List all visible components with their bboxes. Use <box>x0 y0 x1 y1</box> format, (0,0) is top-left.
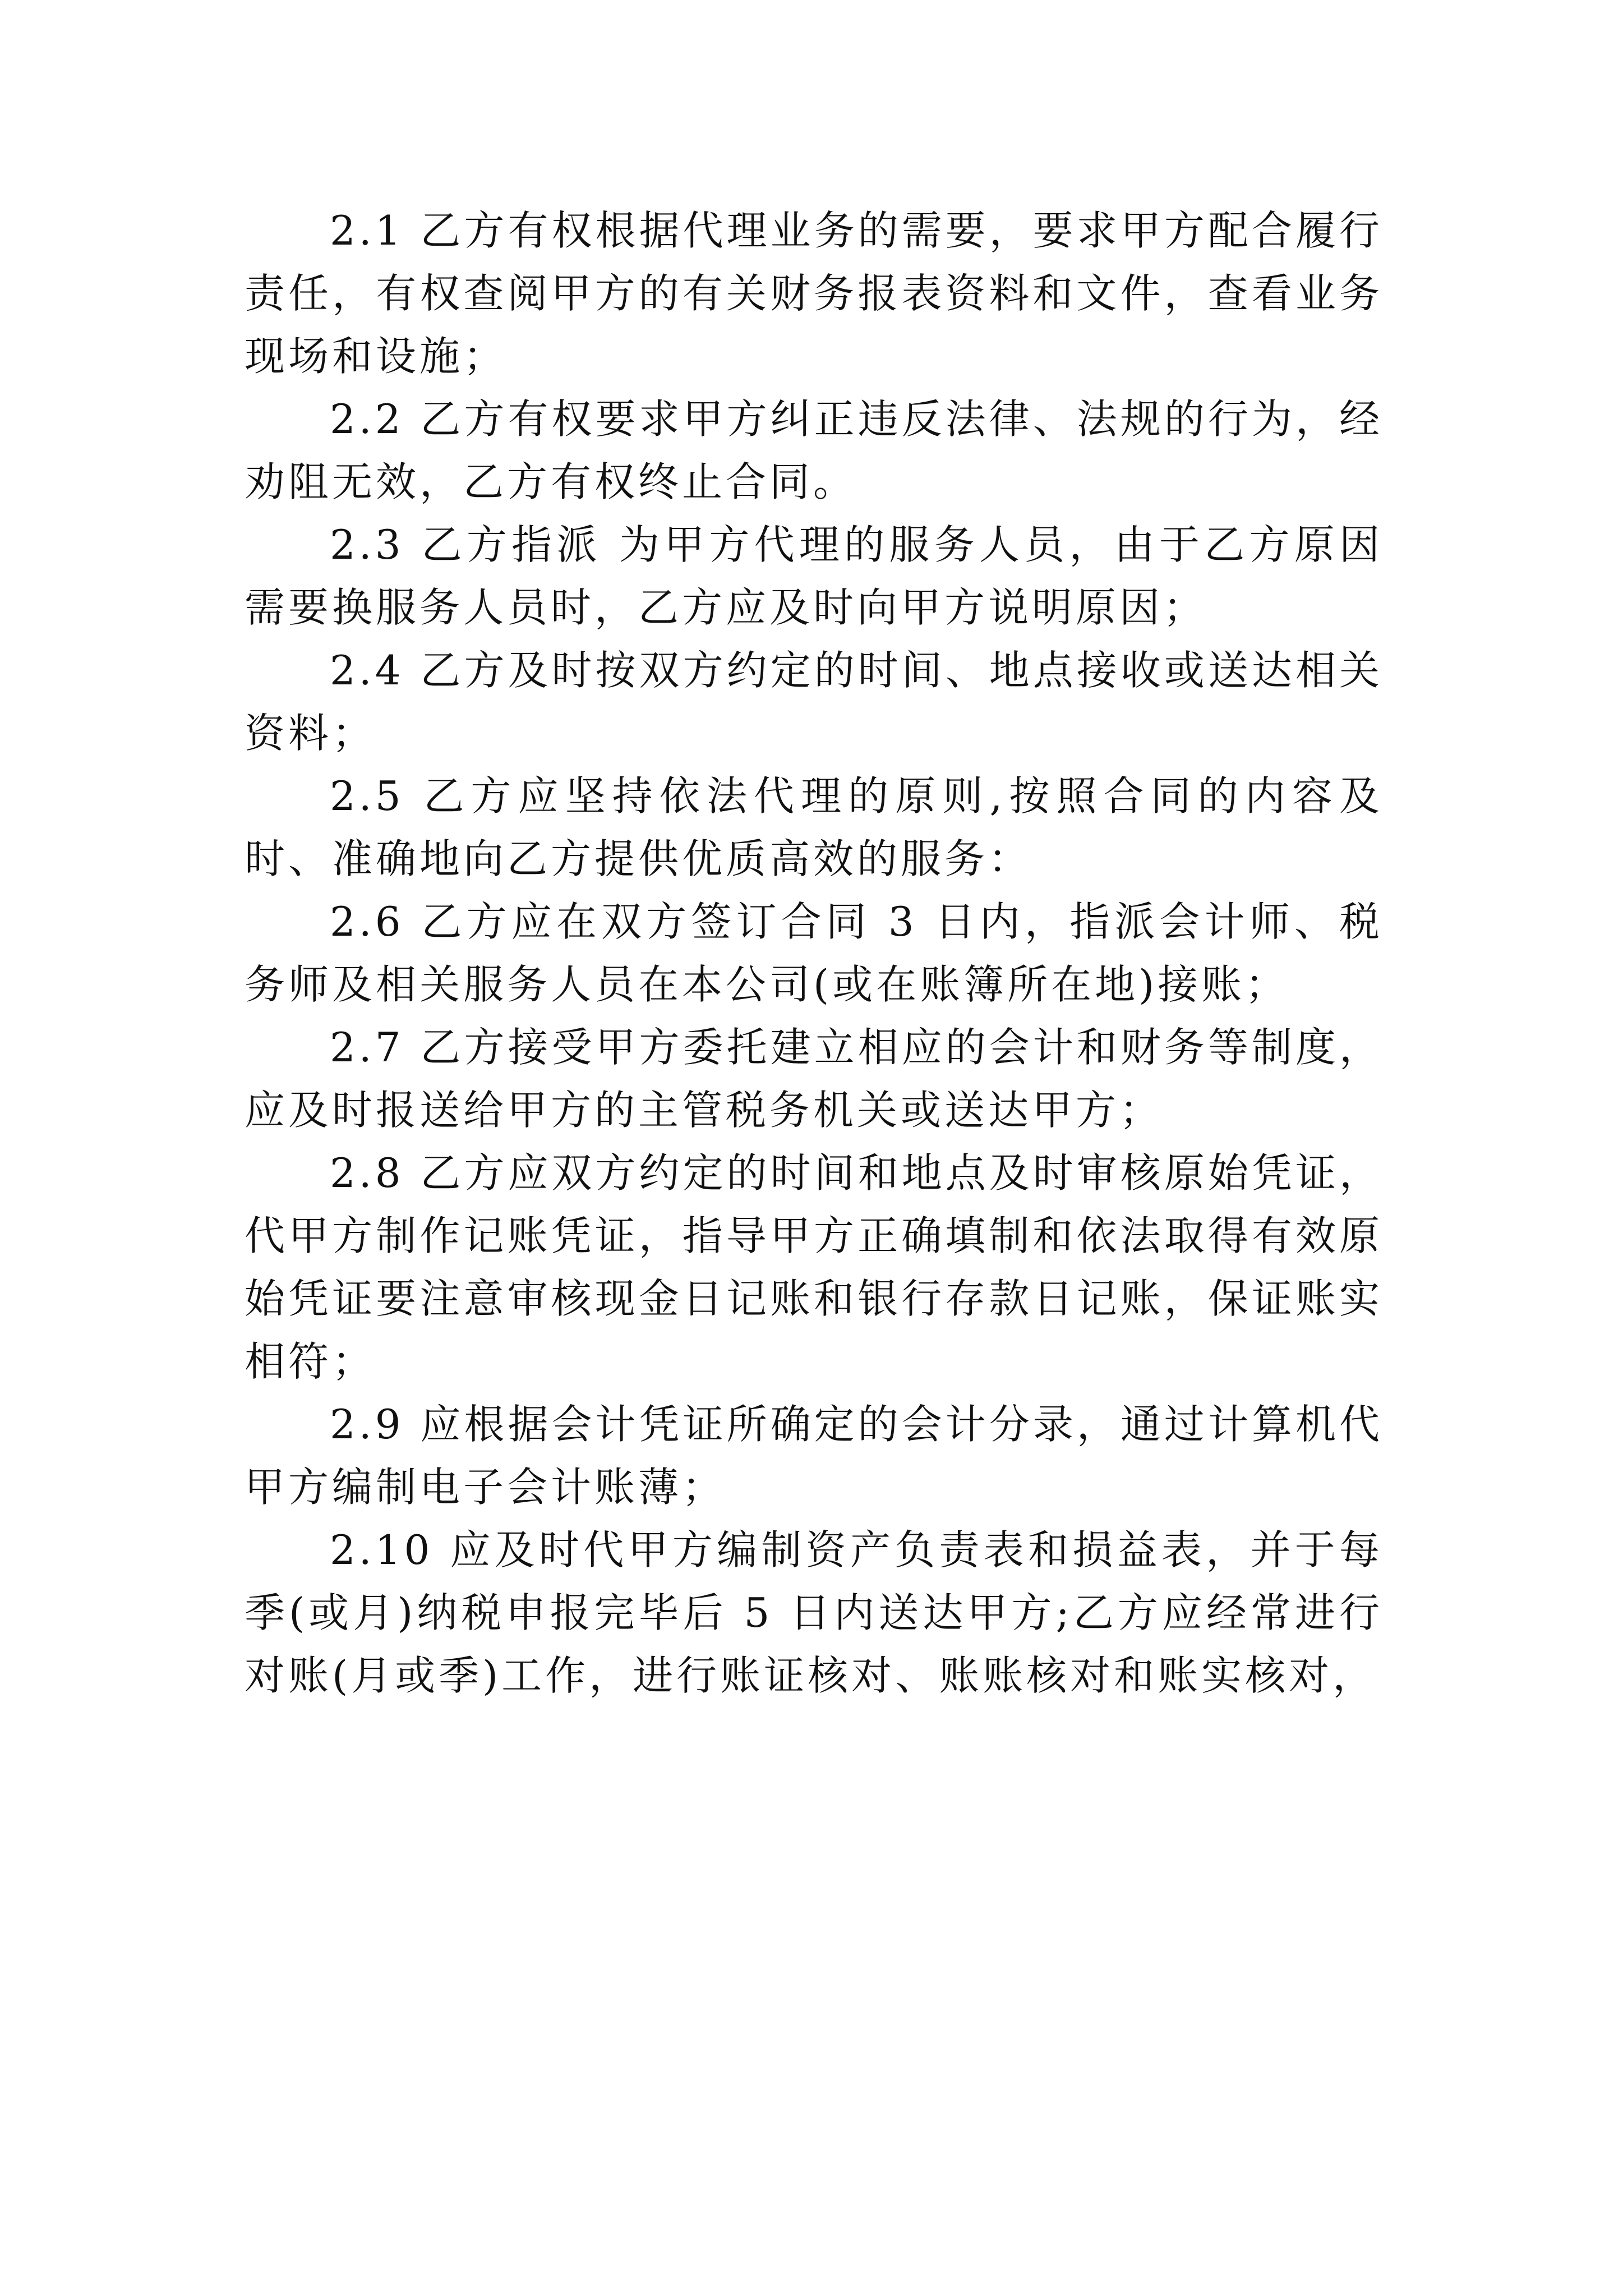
clause-2-4: 2.4 乙方及时按双方约定的时间、地点接收或送达相关资料； <box>245 647 1383 757</box>
clause-2-8: 2.8 乙方应双方约定的时间和地点及时审核原始凭证，代甲方制作记账凭证，指导甲方正确填制和依法取得有效原始凭证要注意审核现金日记账和银行存款日记账，保证账实相符； <box>245 1149 1383 1385</box>
clause-2-3: 2.3 乙方指派 为甲方代理的服务人员，由于乙方原因需要换服务人员时，乙方应及时向甲方说明原因； <box>245 521 1383 631</box>
clause-2-10: 2.10 应及时代甲方编制资产负责表和损益表，并于每季(或月)纳税申报完毕后 5 日内送达甲方;乙方应经常进行对账(月或季)工作，进行账证核对、账账核对和账实核对， <box>245 1526 1383 1699</box>
clause-2-1: 2.1 乙方有权根据代理业务的需要，要求甲方配合履行责任，有权查阅甲方的有关财务报表资料和文件，查看业务现场和设施； <box>245 207 1383 380</box>
clause-2-6: 2.6 乙方应在双方签订合同 3 日内，指派会计师、税务师及相关服务人员在本公司(或在账簿所在地)接账； <box>245 898 1383 1008</box>
clause-2-9: 2.9 应根据会计凭证所确定的会计分录，通过计算机代甲方编制电子会计账薄； <box>245 1401 1383 1511</box>
clause-2-2: 2.2 乙方有权要求甲方纠正违反法律、法规的行为，经劝阻无效，乙方有权终止合同。 <box>245 395 1383 505</box>
document-body <box>245 199 1383 1707</box>
clause-2-7: 2.7 乙方接受甲方委托建立相应的会计和财务等制度，应及时报送给甲方的主管税务机关或送达甲方； <box>245 1024 1383 1134</box>
clause-2-5: 2.5 乙方应坚持依法代理的原则,按照合同的内容及时、准确地向乙方提供优质高效的服务： <box>245 772 1383 882</box>
